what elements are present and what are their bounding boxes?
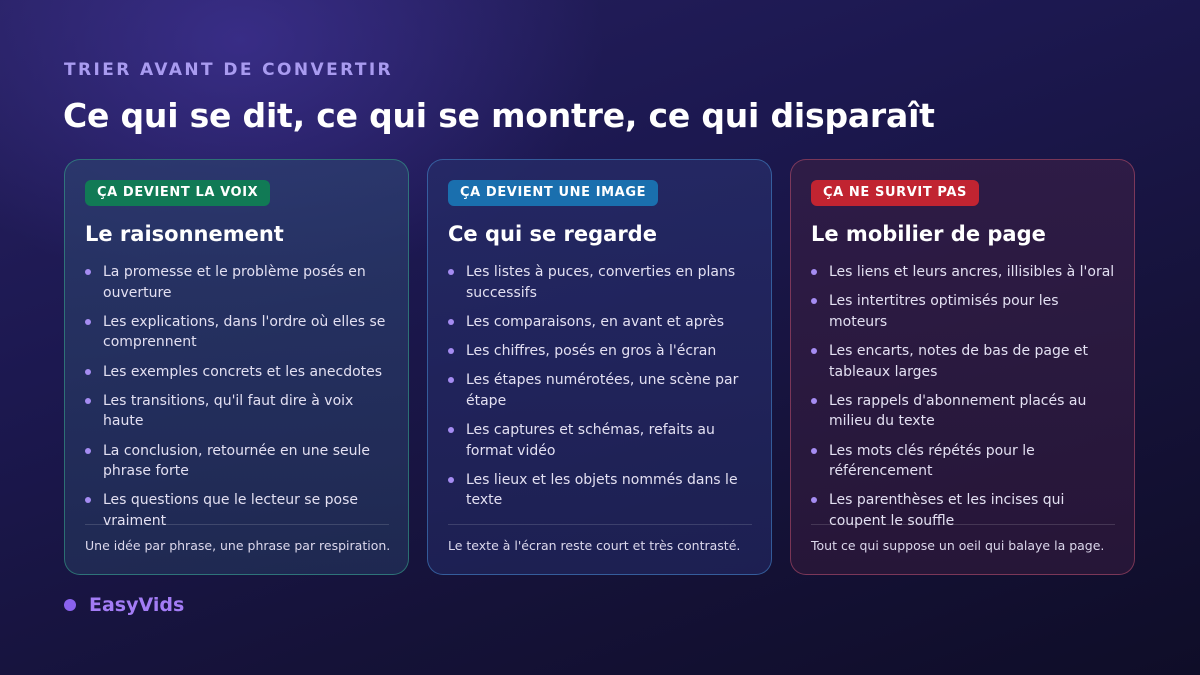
- bullet-icon: [811, 348, 817, 354]
- bullet-icon: [448, 477, 454, 483]
- bullet-icon: [811, 298, 817, 304]
- list-item: [811, 391, 1115, 432]
- list-item-text: Les parenthèses et les incises qui coupent le souffle: [829, 492, 1065, 529]
- list-item-text: Les comparaisons, en avant et après: [466, 313, 724, 330]
- slide-title: Ce qui se dit, ce qui se montre, ce qui disparaît: [63, 96, 935, 135]
- eyebrow-label: TRIER AVANT DE CONVERTIR: [64, 60, 394, 80]
- bullet-icon: [811, 497, 817, 503]
- list-item: [448, 312, 752, 333]
- card-voice: [64, 159, 409, 575]
- list-item: [811, 291, 1115, 332]
- list-item-text: Les transitions, qu'il faut dire à voix haute: [103, 392, 354, 430]
- list-item-text: Les exemples concrets et les anecdotes: [103, 363, 383, 380]
- list-item-text: Les lieux et les objets nommés dans le texte: [466, 471, 738, 509]
- list-item: [448, 262, 752, 303]
- cards-row: [64, 159, 1135, 575]
- list-item: [85, 391, 389, 432]
- bullet-icon: [448, 319, 454, 325]
- card-heading: Ce qui se regarde: [448, 222, 657, 246]
- list-item: [811, 262, 1115, 283]
- list-item-text: La conclusion, retournée en une seule phrase forte: [103, 442, 371, 480]
- bullet-icon: [85, 448, 91, 454]
- list-item: [448, 341, 752, 362]
- card-footer: Tout ce qui suppose un oeil qui balaye la page.: [811, 524, 1115, 553]
- bullet-icon: [85, 319, 91, 325]
- list-item-text: Les questions que le lecteur se pose vraiment: [103, 492, 359, 529]
- list-item-text: Les explications, dans l'ordre où elles se comprennent: [103, 313, 386, 351]
- list-item-text: Les rappels d'abonnement placés au milieu du texte: [829, 392, 1087, 430]
- list-item-text: La promesse et le problème posés en ouverture: [103, 264, 366, 301]
- list-item: [448, 370, 752, 411]
- card-heading: Le raisonnement: [85, 222, 284, 246]
- card-footer: Une idée par phrase, une phrase par respiration.: [85, 524, 389, 553]
- list-item: [811, 441, 1115, 482]
- card-footer: Le texte à l'écran reste court et très contrasté.: [448, 524, 752, 553]
- bullet-icon: [85, 269, 91, 275]
- list-item-text: Les mots clés répétés pour le référencement: [829, 442, 1035, 480]
- bullet-icon: [448, 377, 454, 383]
- bullet-icon: [811, 269, 817, 275]
- brand-dot-icon: [64, 599, 76, 611]
- card-image: [427, 159, 772, 575]
- list-item-text: Les intertitres optimisés pour les moteurs: [829, 293, 1059, 330]
- card-list: [448, 262, 752, 511]
- card-list: [811, 262, 1115, 531]
- list-item-text: Les liens et leurs ancres, illisibles à l'oral: [829, 264, 1115, 280]
- bullet-icon: [811, 448, 817, 454]
- card-badge: ÇA DEVIENT LA VOIX: [85, 180, 270, 206]
- brand: [64, 594, 184, 616]
- bullet-icon: [811, 398, 817, 404]
- list-item-text: Les listes à puces, converties en plans successifs: [466, 264, 736, 301]
- card-heading: Le mobilier de page: [811, 222, 1046, 246]
- list-item-text: Les encarts, notes de bas de page et tableaux larges: [829, 343, 1089, 380]
- list-item: [85, 441, 389, 482]
- card-list: [85, 262, 389, 531]
- bullet-icon: [85, 398, 91, 404]
- card-badge: ÇA DEVIENT UNE IMAGE: [448, 180, 658, 206]
- list-item: [448, 470, 752, 511]
- list-item-text: Les captures et schémas, refaits au format vidéo: [466, 422, 715, 459]
- list-item-text: Les chiffres, posés en gros à l'écran: [466, 343, 717, 360]
- card-removed: [790, 159, 1135, 575]
- bullet-icon: [85, 369, 91, 375]
- bullet-icon: [448, 427, 454, 433]
- list-item: [448, 420, 752, 461]
- list-item: [85, 262, 389, 303]
- brand-name: EasyVids: [89, 594, 185, 616]
- bullet-icon: [448, 348, 454, 354]
- list-item: [811, 341, 1115, 382]
- bullet-icon: [85, 497, 91, 503]
- bullet-icon: [448, 269, 454, 275]
- card-badge: ÇA NE SURVIT PAS: [811, 180, 979, 206]
- list-item-text: Les étapes numérotées, une scène par étape: [466, 372, 739, 409]
- list-item: [85, 312, 389, 353]
- list-item: [85, 362, 389, 383]
